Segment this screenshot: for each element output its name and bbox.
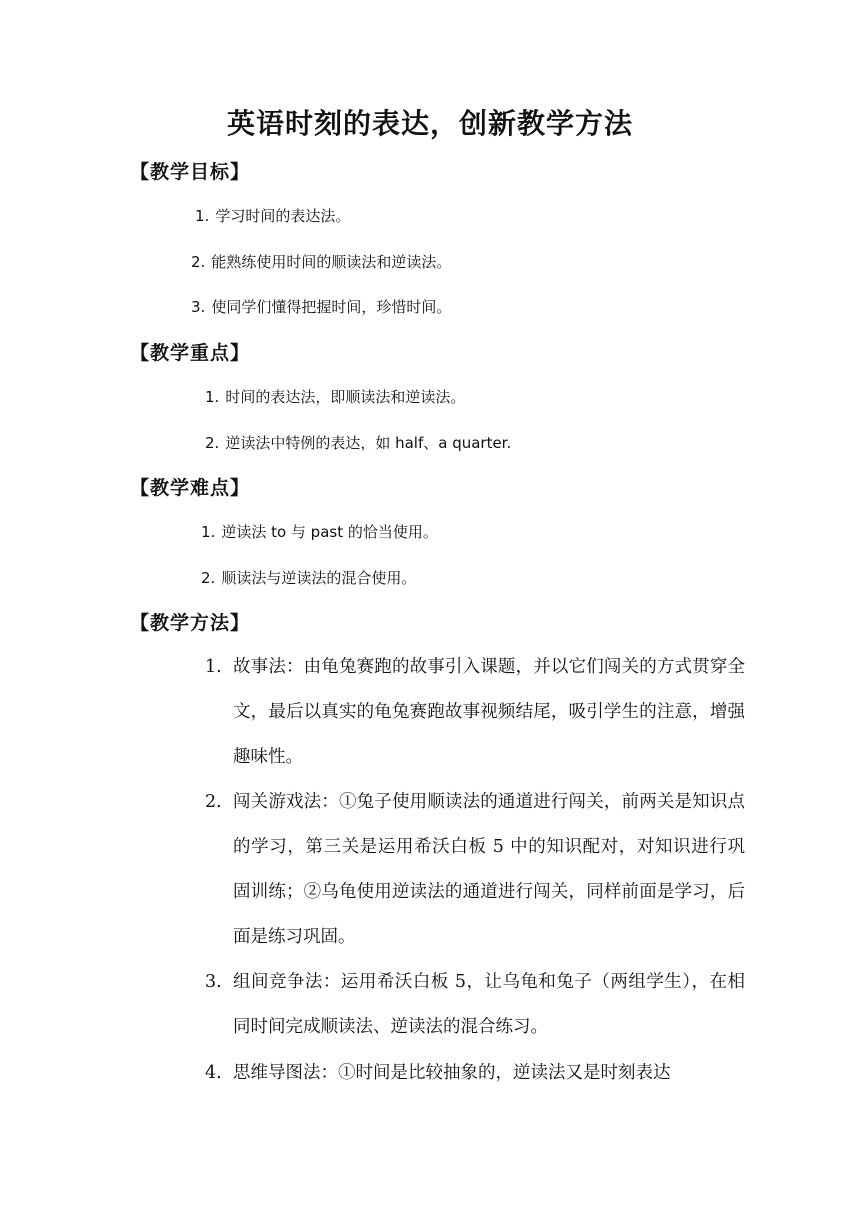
objective-item-1: 1. 学习时间的表达法。 (195, 207, 351, 225)
key-point-item-1: 1. 时间的表达法，即顺读法和逆读法。 (205, 388, 466, 406)
difficulties-heading: 【教学难点】 (130, 477, 251, 499)
objective-item-3: 3. 使同学们懂得把握时间，珍惜时间。 (191, 298, 452, 316)
method-item-4: 4. 思维导图法：①时间是比较抽象的，逆读法又是时刻表达 (205, 1063, 671, 1083)
difficulty-item-2: 2. 顺读法与逆读法的混合使用。 (201, 569, 417, 587)
key-point-item-2: 2. 逆读法中特例的表达，如 half、a quarter. (205, 434, 512, 452)
methods-heading: 【教学方法】 (130, 612, 251, 634)
objectives-heading: 【教学目标】 (130, 161, 251, 183)
difficulty-item-1: 1. 逆读法 to 与 past 的恰当使用。 (201, 523, 438, 541)
method-item-2: 2. 闯关游戏法：①兔子使用顺读法的通道进行闯关，前两关是知识点的学习，第三关是运用希沃白板 5 中的知识配对，对知识进行巩固训练；②乌龟使用逆读法的通道进行闯关，同样前面是学习，后面是练习巩固。 (205, 792, 745, 947)
document-title: 英语时刻的表达，创新教学方法 (226, 107, 633, 140)
objective-item-2: 2. 能熟练使用时间的顺读法和逆读法。 (191, 253, 452, 271)
method-item-3: 3. 组间竞争法：运用希沃白板 5，让乌龟和兔子（两组学生），在相同时间完成顺读法、逆读法的混合练习。 (205, 972, 745, 1037)
method-item-1: 1. 故事法：由龟兔赛跑的故事引入课题，并以它们闯关的方式贯穿全文，最后以真实的龟兔赛跑故事视频结尾，吸引学生的注意，增强趣味性。 (205, 657, 745, 767)
key-points-heading: 【教学重点】 (130, 342, 251, 364)
